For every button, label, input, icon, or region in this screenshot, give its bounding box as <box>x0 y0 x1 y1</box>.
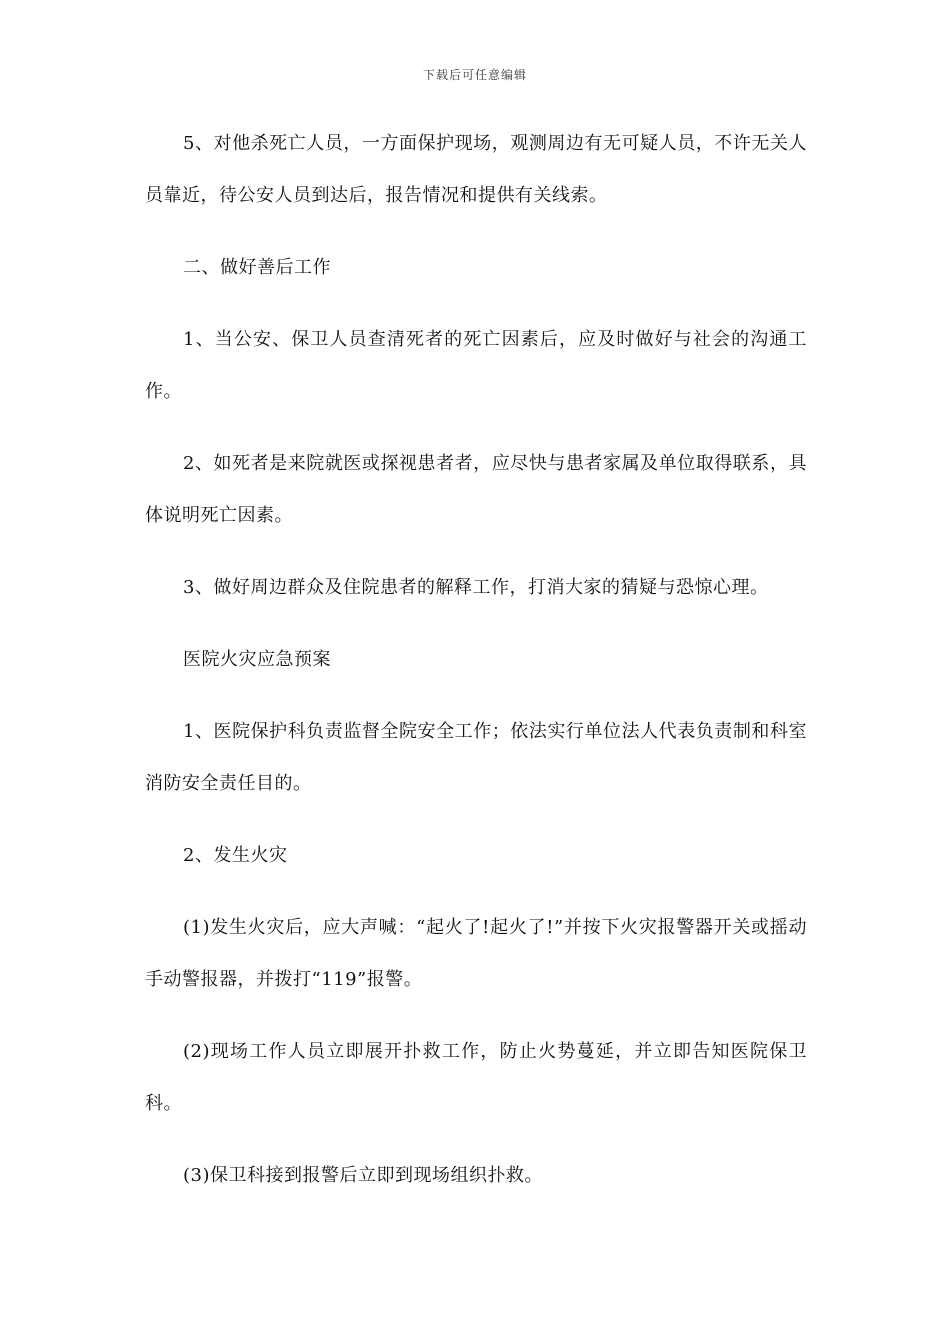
section-heading-fire-plan: 医院火灾应急预案 <box>183 649 331 670</box>
page-header-note: 下载后可任意编辑 <box>422 68 527 82</box>
document-body <box>145 118 807 1202</box>
paragraph-homicide-handling: 5、对他杀死亡人员，一方面保护现场，观测周边有无可疑人员，不许无关人员靠近，待公安人员到达后，报告情况和提供有关线索。 <box>145 133 807 206</box>
paragraph-fire-step-1: (1)发生火灾后，应大声喊：“起火了!起火了!”并按下火灾报警器开关或摇动手动警报器，并拨打“119”报警。 <box>145 917 807 990</box>
paragraph-fire-1: 1、医院保护科负责监督全院安全工作；依法实行单位法人代表负责制和科室消防安全责任目的。 <box>145 721 807 794</box>
paragraph-aftermath-3: 3、做好周边群众及住院患者的解释工作，打消大家的猜疑与恐惊心理。 <box>183 577 769 598</box>
paragraph-fire-step-2: (2)现场工作人员立即展开扑救工作，防止火势蔓延，并立即告知医院保卫科。 <box>145 1041 807 1114</box>
paragraph-fire-2-heading: 2、发生火灾 <box>183 845 288 866</box>
paragraph-aftermath-2: 2、如死者是来院就医或探视患者者，应尽快与患者家属及单位取得联系，具体说明死亡因素。 <box>145 453 807 526</box>
section-heading-aftermath: 二、做好善后工作 <box>183 257 331 278</box>
paragraph-fire-step-3: (3)保卫科接到报警后立即到现场组织扑救。 <box>183 1165 543 1186</box>
paragraph-aftermath-1: 1、当公安、保卫人员查清死者的死亡因素后，应及时做好与社会的沟通工作。 <box>145 329 807 402</box>
